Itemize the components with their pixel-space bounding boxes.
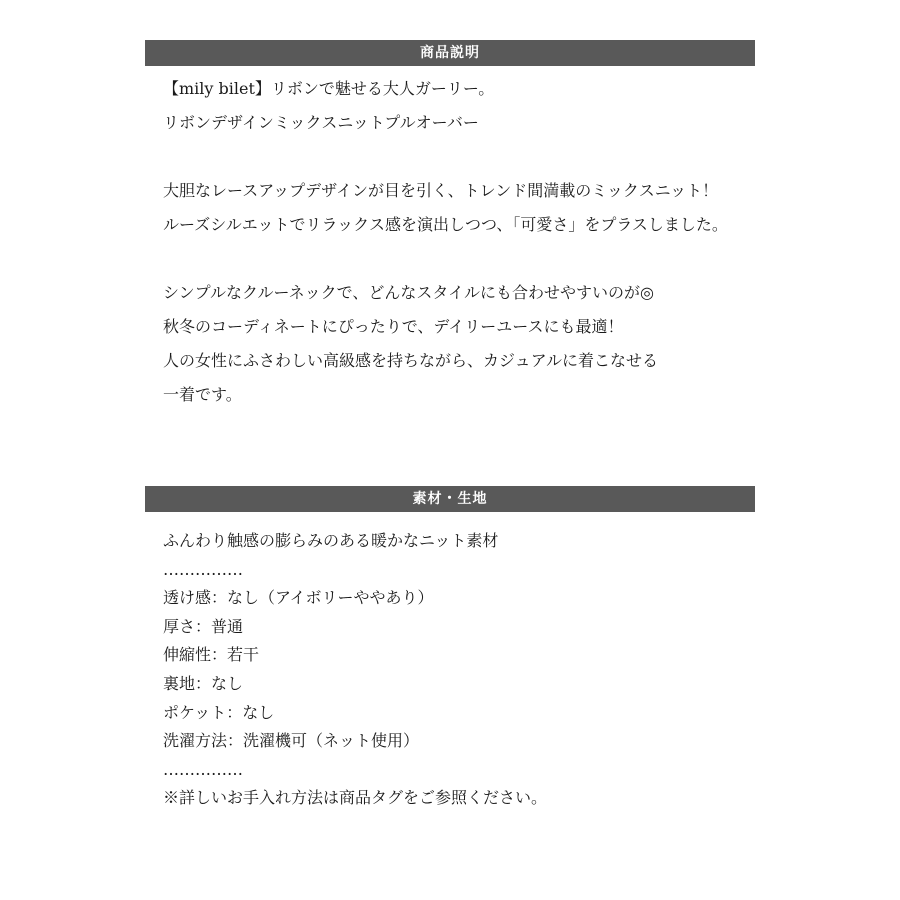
- dotted-separator: ……………: [163, 559, 243, 579]
- material-line: ポケット：なし: [163, 702, 275, 722]
- dotted-separator: ……………: [163, 759, 243, 779]
- product-description-header: 商品説明: [145, 40, 755, 66]
- description-line: 一着です。: [163, 385, 242, 404]
- material-line: ふんわり触感の膨らみのある暖かなニット素材: [163, 531, 499, 550]
- description-line: 秋冬のコーディネートにぴったりで、デイリーユースにも最適！: [163, 317, 624, 336]
- material-fabric-header: 素材・生地: [145, 486, 755, 512]
- description-line: 大胆なレースアップデザインが目を引く、トレンド間満載のミックスニット！: [163, 181, 719, 200]
- product-description-text: [163, 72, 753, 412]
- blank-line: [163, 140, 753, 174]
- description-line: 人の女性にふさわしい高級感を持ちながら、カジュアルに着こなせる: [163, 351, 659, 370]
- material-line: 伸縮性：若干: [163, 645, 260, 665]
- blank-line: [163, 242, 753, 276]
- material-line: 透け感：なし（アイボリーややあり）: [163, 588, 434, 608]
- care-note: ※詳しいお手入れ方法は商品タグをご参照ください。: [163, 788, 548, 808]
- description-line: 【mily bilet】リボンで魅せる大人ガーリー。: [163, 79, 495, 98]
- description-line: ルーズシルエットでリラックス感を演出しつつ、「可愛さ」をプラスしました。: [163, 215, 728, 234]
- material-fabric-text: [163, 527, 753, 813]
- description-line: シンプルなクルーネックで、どんなスタイルにも合わせやすいのが◎: [163, 283, 655, 302]
- material-line: 厚さ：普通: [163, 616, 244, 636]
- material-line: 裏地：なし: [163, 673, 244, 693]
- material-line: 洗濯方法：洗濯機可（ネット使用）: [163, 731, 420, 751]
- description-line: リボンデザインミックスニットプルオーバー: [163, 113, 479, 132]
